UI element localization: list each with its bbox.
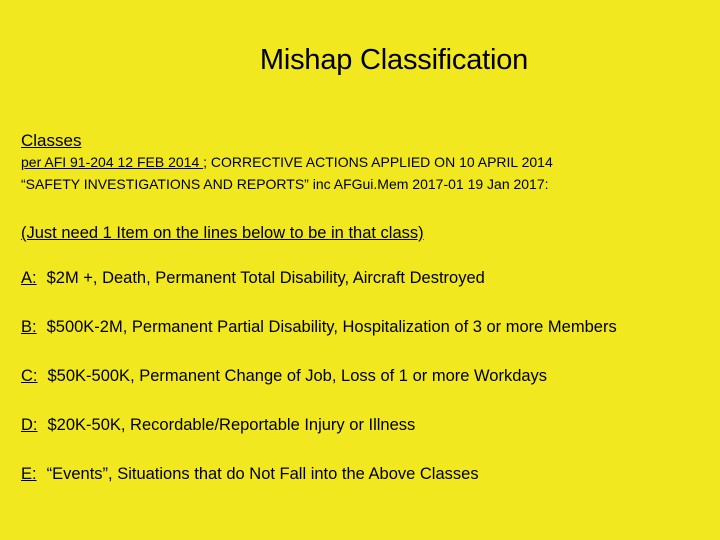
reference-corrective-actions: ; CORRECTIVE ACTIONS APPLIED ON 10 APRIL 2014 — [203, 154, 553, 170]
class-row-a — [21, 269, 485, 288]
slide-title-text: Mishap Classification — [259, 44, 529, 76]
reference-line-2: “SAFETY INVESTIGATIONS AND REPORTS” inc AFGui.Mem 2017-01 19 Jan 2017: — [21, 176, 549, 192]
reference-line-1 — [21, 154, 553, 170]
class-description: “Events”, Situations that do Not Fall into the Above Classes — [46, 465, 479, 483]
class-row-c — [21, 367, 547, 386]
class-description: $2M +, Death, Permanent Total Disability, Aircraft Destroyed — [46, 269, 485, 287]
class-description: $500K-2M, Permanent Partial Disability, Hospitalization of 3 or more Members — [46, 318, 617, 336]
class-description: $20K-50K, Recordable/Reportable Injury or Illness — [47, 416, 416, 434]
class-row-b — [21, 318, 617, 337]
class-letter: A: — [21, 269, 37, 287]
class-letter: D: — [21, 416, 38, 434]
class-letter: B: — [21, 318, 37, 336]
class-letter: C: — [21, 367, 38, 385]
class-note: (Just need 1 Item on the lines below to be in that class) — [21, 224, 424, 242]
class-row-d — [21, 416, 415, 435]
classes-heading: Classes — [21, 131, 82, 150]
slide-title — [0, 44, 720, 77]
class-row-e — [21, 465, 479, 484]
reference-afi: per AFI 91-204 12 FEB 2014 — [21, 154, 204, 170]
class-letter: E: — [21, 465, 37, 483]
class-description: $50K-500K, Permanent Change of Job, Loss of 1 or more Workdays — [47, 367, 548, 385]
